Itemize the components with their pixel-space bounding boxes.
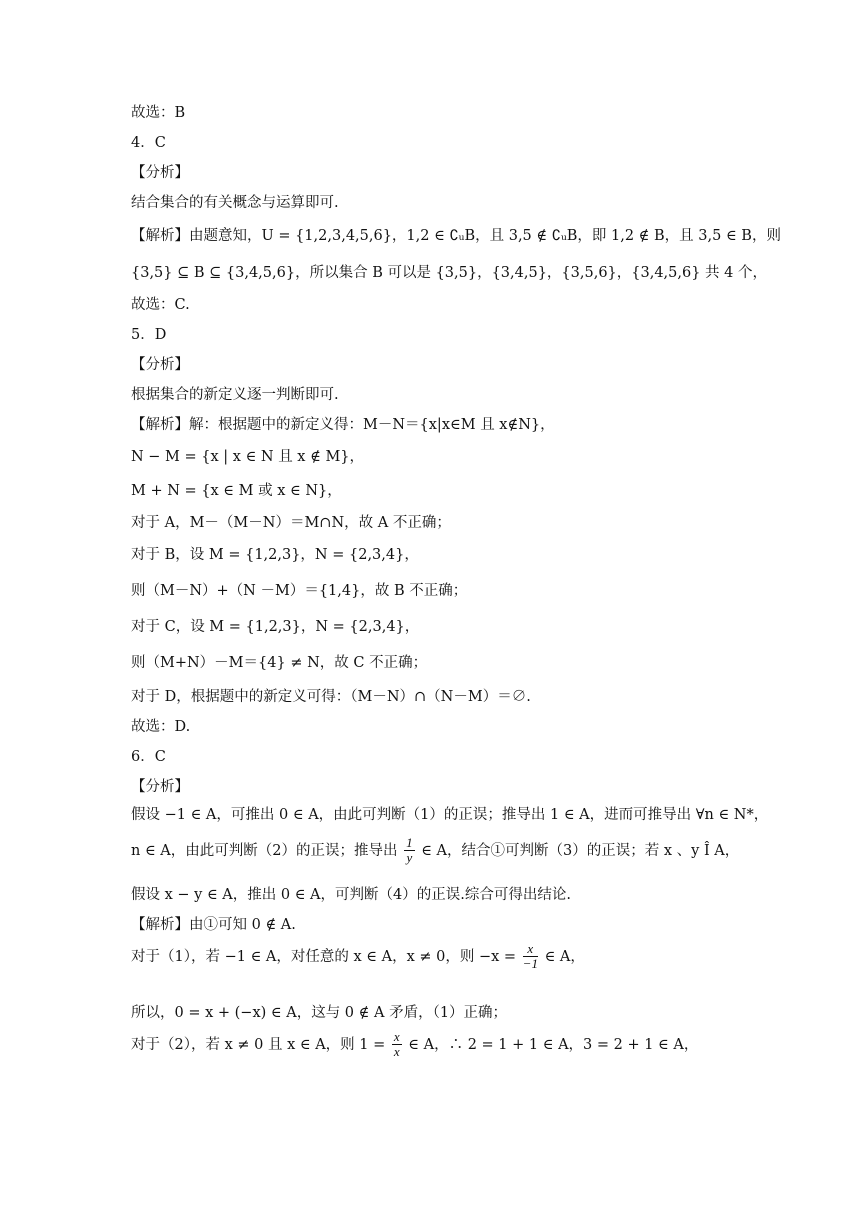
text-segment: ∈ A， (544, 948, 585, 965)
text-segment: ∈ A，结合①可判断（3）的正误；若 x 、y Î A， (421, 842, 740, 859)
question-number: 4．C (131, 135, 166, 151)
text-line: 则（M+N）－M＝{4} ≠ N，故 C 不正确； (131, 655, 428, 671)
text-line-with-fraction (131, 942, 585, 972)
section-heading: 【分析】 (131, 779, 189, 795)
fraction-numerator: 1 (406, 835, 413, 850)
text-line: 【解析】由题意知，U = {1,2,3,4,5,6}，1,2 ∈ ∁ᵤB，且 3,5 ∉ ∁ᵤB，即 1,2 ∉ B，且 3,5 ∈ B，则 (131, 228, 781, 244)
fraction-numerator: x (393, 1029, 400, 1044)
section-heading: 【分析】 (131, 165, 189, 181)
text-line-with-fraction (131, 1030, 698, 1060)
text-line: 对于 D，根据题中的新定义可得：（M－N）∩（N－M）＝∅. (131, 689, 531, 705)
fraction (392, 1030, 402, 1060)
text-line: 【解析】解：根据题中的新定义得：M－N＝{x|x∈M 且 x∉N}， (131, 417, 555, 433)
fraction (523, 942, 538, 972)
fraction-denominator: −1 (522, 956, 538, 972)
text-line: 假设 −1 ∈ A，可推出 0 ∈ A，由此可判断（1）的正误；推导出 1 ∈ A，进而可推导出 ∀n ∈ N*， (131, 807, 769, 823)
fraction-denominator: x (393, 1044, 400, 1060)
text-segment: 对于（1），若 −1 ∈ A，对任意的 x ∈ A，x ≠ 0，则 −x = (131, 948, 517, 965)
text-segment: ∈ A，∴ 2 = 1 + 1 ∈ A，3 = 2 + 1 ∈ A， (408, 1036, 699, 1053)
text-line: 假设 x − y ∈ A，推出 0 ∈ A，可判断（4）的正误.综合可得出结论. (131, 887, 571, 903)
formula-line: M + N = {x ∈ M 或 x ∈ N}， (131, 483, 342, 499)
text-line: 故选：D. (131, 719, 191, 735)
formula-line: N − M = {x | x ∈ N 且 x ∉ M}， (131, 449, 365, 465)
question-number: 5．D (131, 327, 167, 343)
text-line: 则（M－N）+（N －M）＝{1,4}，故 B 不正确； (131, 583, 468, 599)
section-heading: 【分析】 (131, 357, 189, 373)
text-segment: n ∈ A，由此可判断（2）的正误；推导出 (131, 842, 398, 859)
text-line: 对于 B，设 M = {1,2,3}，N = {2,3,4}， (131, 547, 419, 563)
text-line: 对于 A，M－（M－N）＝M∩N，故 A 不正确； (131, 515, 451, 531)
text-line: {3,5} ⊆ B ⊆ {3,4,5,6}，所以集合 B 可以是 {3,5}，{3,4,5}，{3,5,6}，{3,4,5,6} 共 4 个， (131, 265, 767, 281)
text-line: 根据集合的新定义逐一判断即可. (131, 387, 339, 403)
fraction-numerator: x (523, 942, 538, 957)
text-line: 所以，0 = x + (−x) ∈ A，这与 0 ∉ A 矛盾，（1）正确； (131, 1005, 508, 1021)
text-line: 故选：C. (131, 297, 190, 313)
question-number: 6．C (131, 749, 166, 765)
text-line: 结合集合的有关概念与运算即可. (131, 195, 339, 211)
fraction (404, 836, 415, 866)
text-line-with-fraction (131, 836, 739, 866)
text-line: 【解析】由①可知 0 ∉ A. (131, 917, 296, 933)
text-line: 对于 C，设 M = {1,2,3}，N = {2,3,4}， (131, 619, 420, 635)
fraction-denominator: y (406, 850, 413, 866)
text-line: 故选：B (131, 105, 186, 121)
text-segment: 对于（2），若 x ≠ 0 且 x ∈ A，则 1 = (131, 1036, 386, 1053)
